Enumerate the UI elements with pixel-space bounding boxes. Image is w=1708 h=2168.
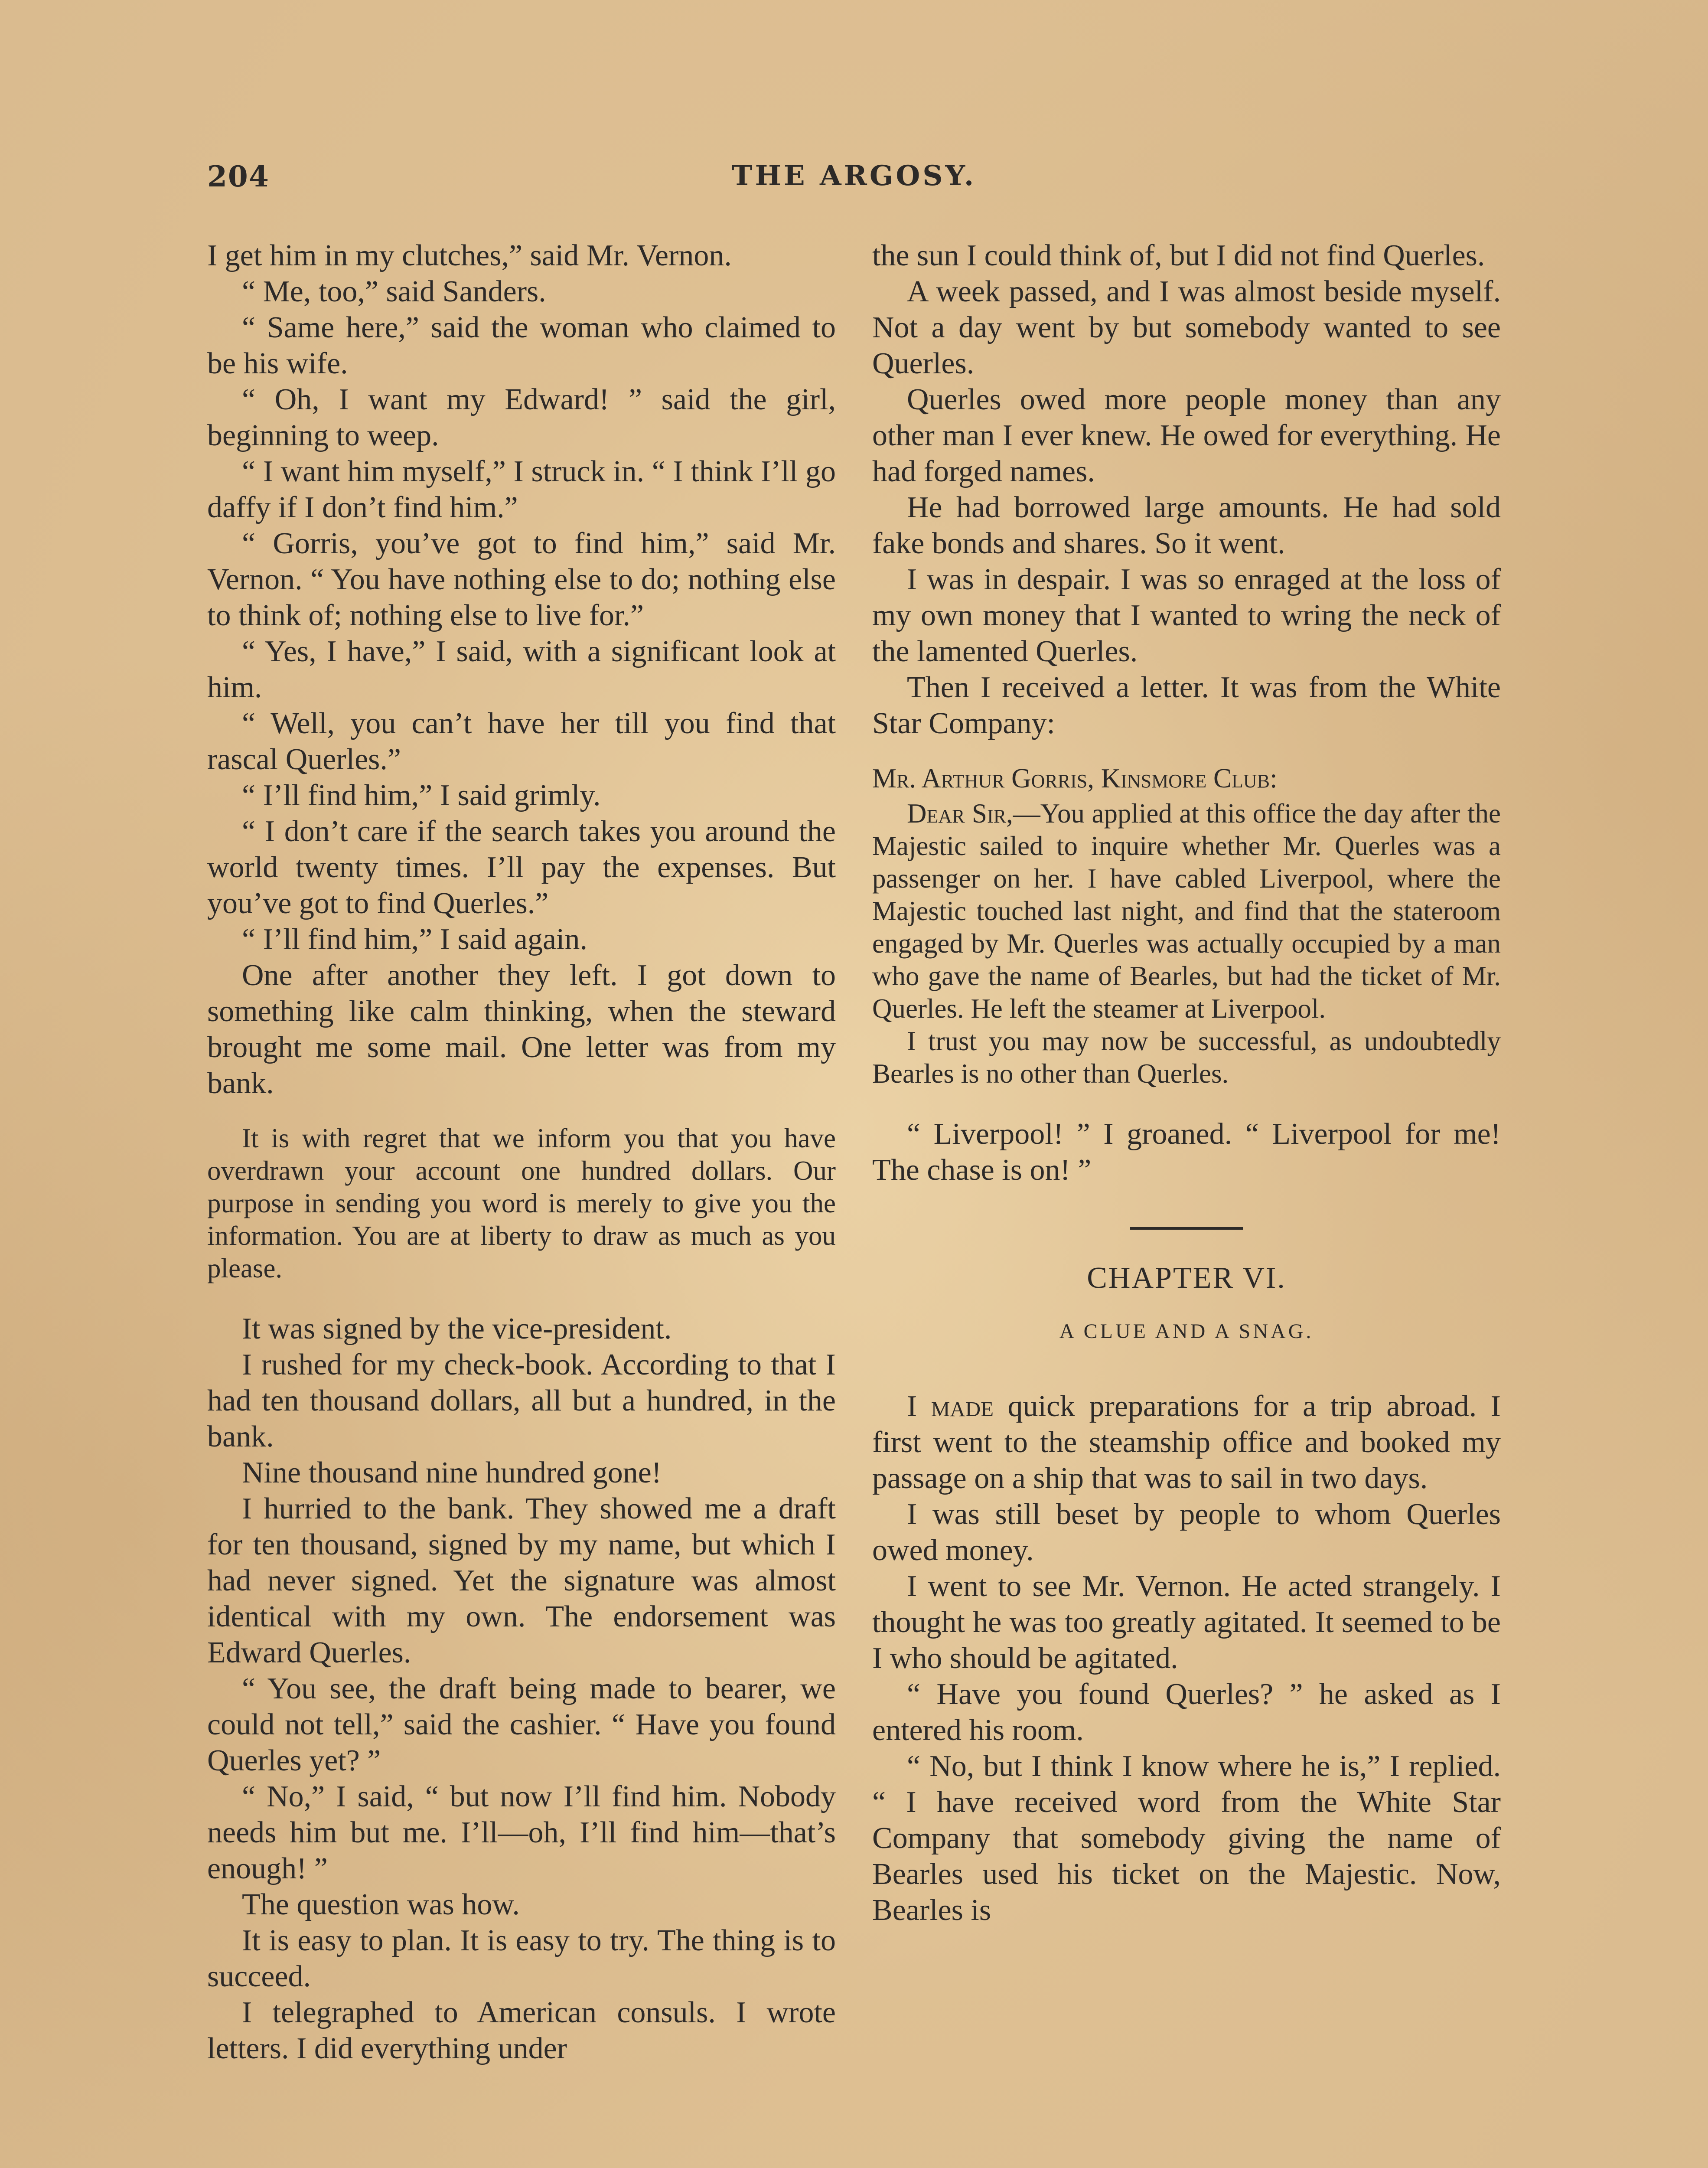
paragraph: Querles owed more people money than any other man I ever knew. He owed for everything. He had forged names. — [872, 383, 1501, 488]
right-column — [872, 238, 1501, 1928]
paragraph: I went to see Mr. Vernon. He acted strangely. I thought he was too greatly agitated. It seemed to be I who should be agitated. — [872, 1570, 1501, 1675]
letter-salutation: Dear Sir, — [907, 798, 1013, 829]
paragraph: “ No, but I think I know where he is,” I replied. “ I have received word from the White Star Company that somebody giving the name of Bearles used his ticket on the Majestic. Now, Bearles is — [872, 1750, 1501, 1927]
letter-body-text: —You applied at this office the day after the Majestic sailed to inquire whether Mr. Querles was a passenger on her. I have cabled Liverpool, where the Majestic touched last night, and find that the stateroom engaged by Mr. Querles was actually occupied by a man who gave the name of Bearles, but had the ticket of Mr. Querles. He left the steamer at Liverpool. — [872, 798, 1501, 1024]
paragraph — [872, 1388, 1501, 1496]
paragraph: “ Yes, I have,” I said, with a significant look at him. — [207, 635, 836, 704]
chapter-lead-smallcaps: made — [931, 1390, 994, 1423]
chapter-lead-word: I — [907, 1390, 931, 1423]
letter-body — [872, 797, 1501, 1025]
paragraph: “ Well, you can’t have her till you find that rascal Querles.” — [207, 707, 836, 776]
paragraph: A week passed, and I was almost beside myself. Not a day went by but somebody wanted to see Querles. — [872, 275, 1501, 380]
paragraph: I hurried to the bank. They showed me a draft for ten thousand, signed by my name, but which I had never signed. Yet the signature was almost identical with my own. The endorsement was Edward Querles. — [207, 1492, 836, 1669]
paragraph: “ I’ll find him,” I said grimly. — [242, 779, 601, 812]
paragraph: It is easy to plan. It is easy to try. The thing is to succeed. — [207, 1924, 836, 1993]
paragraph: “ Have you found Querles? ” he asked as I entered his room. — [872, 1678, 1501, 1747]
paragraph: I rushed for my check-book. According to that I had ten thousand dollars, all but a hundred, in the bank. — [207, 1348, 836, 1453]
paragraph: “ I want him myself,” I struck in. “ I think I’ll go daffy if I don’t find him.” — [207, 455, 836, 524]
paragraph: the sun I could think of, but I did not find Querles. — [872, 239, 1485, 272]
paragraph: I was in despair. I was so enraged at the loss of my own money that I wanted to wring the neck of the lamented Querles. — [872, 563, 1501, 668]
left-column — [207, 238, 836, 2067]
paragraph: “ Same here,” said the woman who claimed to be his wife. — [207, 311, 836, 380]
page-header — [207, 160, 1501, 207]
paragraph-text: quick preparations for a trip abroad. I first went to the steamship office and booked my passage on a ship that was to sail in two days. — [872, 1390, 1501, 1495]
paragraph: “ Liverpool! ” I groaned. “ Liverpool for me! The chase is on! ” — [872, 1117, 1501, 1187]
bank-letter-text: It is with regret that we inform you that you have overdrawn your account one hundred dollars. Our purpose in sending you word is merely to give you the information. You are at liberty to draw as much as you please. — [207, 1123, 836, 1283]
paragraph: I get him in my clutches,” said Mr. Vernon. — [207, 239, 732, 272]
section-divider — [1130, 1227, 1243, 1230]
white-star-letter — [872, 762, 1501, 1090]
letter-close: I trust you may now be successful, as undoubtedly Bearles is no other than Querles. — [872, 1026, 1501, 1089]
paragraph: Nine thousand nine hundred gone! — [242, 1456, 662, 1489]
chapter-title: CHAPTER VI. — [1087, 1261, 1286, 1295]
paragraph: “ I don’t care if the search takes you around the world twenty times. I’ll pay the expenses. But you’ve got to find Querles.” — [207, 815, 836, 920]
paragraph: I telegraphed to American consuls. I wrote letters. I did everything under — [207, 1996, 836, 2065]
paragraph: One after another they left. I got down to something like calm thinking, when the steward brought me some mail. One letter was from my bank. — [207, 959, 836, 1100]
paragraph: “ You see, the draft being made to bearer, we could not tell,” said the cashier. “ Have you found Querles yet? ” — [207, 1672, 836, 1777]
paragraph: It was signed by the vice-president. — [242, 1312, 672, 1345]
paragraph: I was still beset by people to whom Querles owed money. — [872, 1498, 1501, 1567]
paragraph: “ I’ll find him,” I said again. — [242, 923, 587, 956]
page-number: 204 — [207, 160, 270, 193]
letter-address: Mr. Arthur Gorris, Kinsmore Club: — [872, 763, 1278, 793]
paragraph: “ No,” I said, “ but now I’ll find him. Nobody needs him but me. I’ll—oh, I’ll find him—that’s enough! ” — [207, 1780, 836, 1885]
paragraph: He had borrowed large amounts. He had sold fake bonds and shares. So it went. — [872, 491, 1501, 560]
bank-letter — [207, 1122, 836, 1285]
paragraph: “ Me, too,” said Sanders. — [242, 275, 546, 308]
paragraph: The question was how. — [242, 1888, 520, 1921]
chapter-subtitle: A CLUE AND A SNAG. — [1059, 1320, 1314, 1343]
paragraph: “ Oh, I want my Edward! ” said the girl, beginning to weep. — [207, 383, 836, 452]
paragraph: Then I received a letter. It was from the White Star Company: — [872, 671, 1501, 740]
running-title: THE ARGOSY. — [731, 160, 977, 192]
paragraph: “ Gorris, you’ve got to find him,” said Mr. Vernon. “ You have nothing else to do; nothing else to think of; nothing else to live for.” — [207, 527, 836, 632]
